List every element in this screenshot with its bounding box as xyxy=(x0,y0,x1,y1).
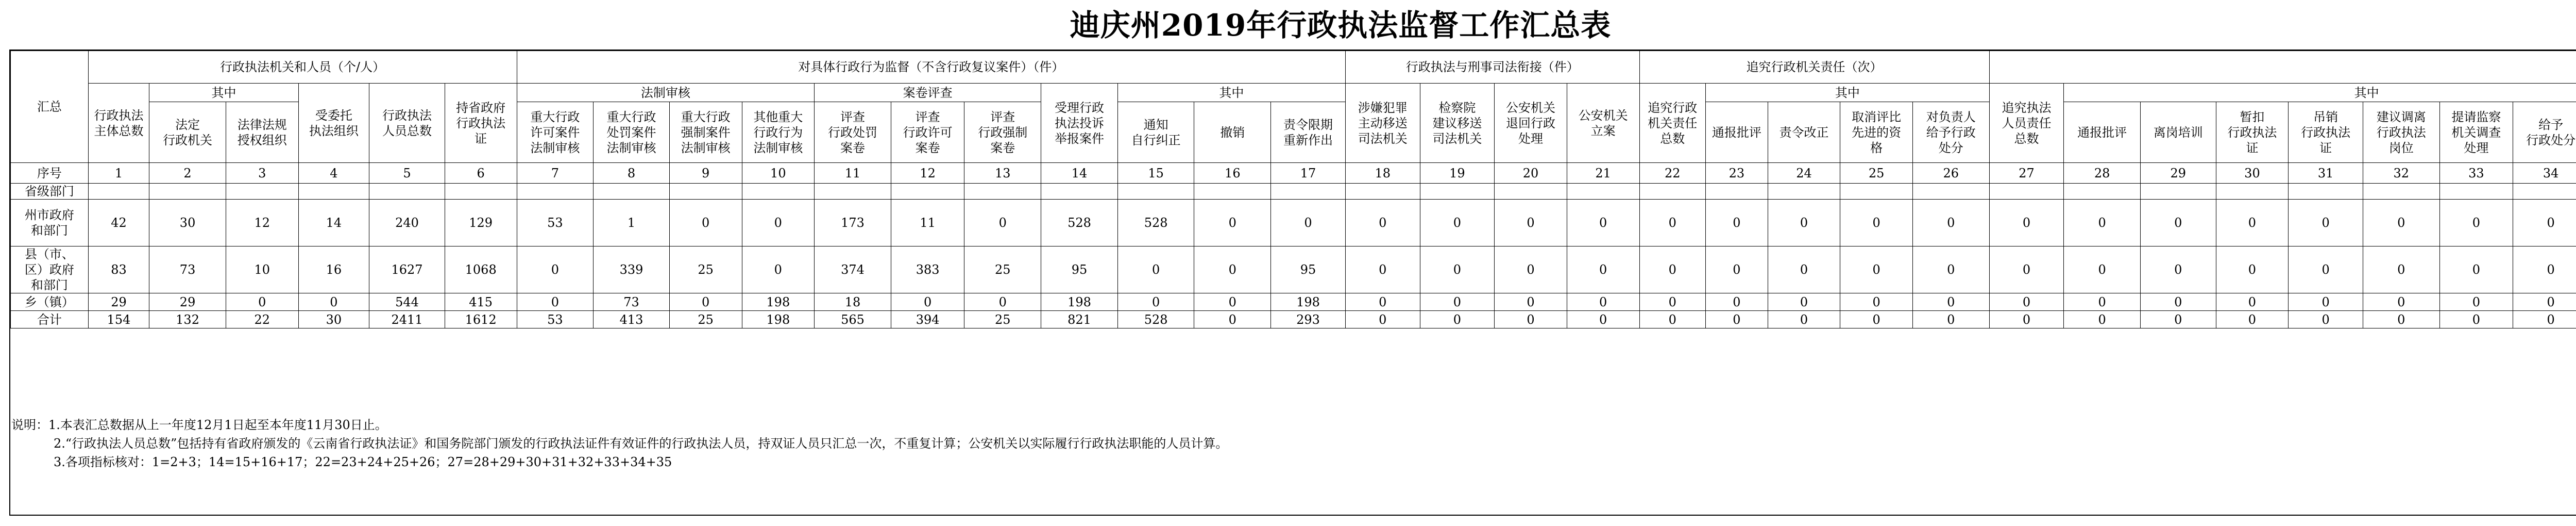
table-cell xyxy=(149,184,226,200)
table-cell xyxy=(891,184,964,200)
column-number: 2 xyxy=(149,163,226,184)
table-cell: 0 xyxy=(1271,200,1346,246)
group-header-criminal-link: 行政执法与刑事司法衔接（件） xyxy=(1345,51,1639,84)
table-cell: 0 xyxy=(1639,200,1706,246)
table-cell: 0 xyxy=(2513,311,2576,328)
table-cell: 0 xyxy=(1117,246,1194,293)
table-cell: 25 xyxy=(964,311,1041,328)
table-cell xyxy=(517,184,594,200)
table-cell: 198 xyxy=(742,293,815,311)
column-number: 33 xyxy=(2439,163,2513,184)
column-number: 31 xyxy=(2289,163,2363,184)
notes xyxy=(10,416,2576,471)
table-cell: 0 xyxy=(2363,293,2439,311)
table-cell: 0 xyxy=(1840,246,1913,293)
table-cell: 0 xyxy=(1706,293,1768,311)
table-cell xyxy=(2064,184,2141,200)
table-cell: 12 xyxy=(226,200,298,246)
table-cell: 0 xyxy=(1989,200,2064,246)
table-cell xyxy=(964,184,1041,200)
report-title: 迪庆州2019年行政执法监督工作汇总表 xyxy=(1070,8,1612,43)
column-number: 1 xyxy=(88,163,149,184)
table-cell: 0 xyxy=(1989,246,2064,293)
row-label: 县（市、 区）政府 和部门 xyxy=(11,246,89,293)
report-sheet xyxy=(9,50,2576,516)
subgroup-header-qizhong: 其中 xyxy=(2064,84,2576,102)
column-header: 通知 自行纠正 xyxy=(1117,102,1194,163)
note-line-2: 2.“行政执法人员总数”包括持有省政府颁发的《云南省行政执法证》和国务院部门颁发的行政执法证件有效证件的行政执法人员，持双证人员只汇总一次，不重复计算；公安机关以实际履行行政执法职能的人员计算。 xyxy=(54,436,1228,451)
table-cell: 53 xyxy=(517,200,594,246)
row-label: 州市政府 和部门 xyxy=(11,200,89,246)
table-cell: 0 xyxy=(2064,246,2141,293)
table-cell: 0 xyxy=(2140,246,2216,293)
table-cell: 0 xyxy=(1420,293,1495,311)
column-header: 公安机关 立案 xyxy=(1567,84,1639,163)
table-cell: 240 xyxy=(369,200,445,246)
column-header: 追究执法 人员责任 总数 xyxy=(1989,84,2064,163)
table-cell: 0 xyxy=(2140,293,2216,311)
table-cell: 565 xyxy=(815,311,891,328)
column-number: 12 xyxy=(891,163,964,184)
column-header: 涉嫌犯罪 主动移送 司法机关 xyxy=(1345,84,1420,163)
table-cell: 0 xyxy=(517,246,594,293)
table-cell: 0 xyxy=(1768,293,1840,311)
table-cell: 0 xyxy=(2064,200,2141,246)
subgroup-header-qizhong: 其中 xyxy=(149,84,298,102)
column-header: 行政执法 人员总数 xyxy=(369,84,445,163)
note-line-3: 3.各项指标核对：1=2+3；14=15+16+17；22=23+24+25+26；27=28+29+30+31+32+33+34+35 xyxy=(54,455,672,469)
table-row xyxy=(11,293,2576,311)
table-cell: 374 xyxy=(815,246,891,293)
table-cell: 0 xyxy=(1639,311,1706,328)
table-cell: 394 xyxy=(891,311,964,328)
table-cell: 10 xyxy=(226,246,298,293)
column-header: 通报批评 xyxy=(1706,102,1768,163)
column-number: 4 xyxy=(298,163,369,184)
table-cell: 0 xyxy=(669,293,742,311)
column-number: 14 xyxy=(1041,163,1118,184)
table-cell: 0 xyxy=(2289,200,2363,246)
table-cell xyxy=(226,184,298,200)
column-header: 法律法规 授权组织 xyxy=(226,102,298,163)
column-number: 3 xyxy=(226,163,298,184)
table-cell: 0 xyxy=(1840,293,1913,311)
group-header-agencies: 行政执法机关和人员（个/人） xyxy=(88,51,517,84)
column-header: 重大行政 强制案件 法制审核 xyxy=(669,102,742,163)
table-cell: 0 xyxy=(2513,200,2576,246)
table-cell: 25 xyxy=(964,246,1041,293)
table-cell: 73 xyxy=(149,246,226,293)
column-number: 29 xyxy=(2140,163,2216,184)
table-cell: 0 xyxy=(1345,246,1420,293)
table-row xyxy=(11,200,2576,246)
table-cell: 0 xyxy=(2140,200,2216,246)
table-cell: 0 xyxy=(1567,311,1639,328)
table-cell: 0 xyxy=(2363,246,2439,293)
column-number: 34 xyxy=(2513,163,2576,184)
row-label: 乡（镇） xyxy=(11,293,89,311)
table-cell: 0 xyxy=(1345,293,1420,311)
table-cell: 0 xyxy=(1989,293,2064,311)
table-cell: 0 xyxy=(1194,200,1271,246)
table-cell: 25 xyxy=(669,311,742,328)
column-header: 给予 行政处分 xyxy=(2513,102,2576,163)
table-cell: 0 xyxy=(1768,311,1840,328)
column-header: 追究行政 机关责任 总数 xyxy=(1639,84,1706,163)
column-header: 责令改正 xyxy=(1768,102,1840,163)
table-cell: 83 xyxy=(88,246,149,293)
table-cell xyxy=(1345,184,1420,200)
table-cell: 129 xyxy=(445,200,517,246)
column-header: 公安机关 退回行政 处理 xyxy=(1495,84,1567,163)
table-cell: 0 xyxy=(2439,246,2513,293)
column-header: 检察院 建议移送 司法机关 xyxy=(1420,84,1495,163)
table-cell: 293 xyxy=(1271,311,1346,328)
column-header: 取消评比 先进的资 格 xyxy=(1840,102,1913,163)
column-number: 16 xyxy=(1194,163,1271,184)
group-header-agency-accountability: 追究行政机关责任（次） xyxy=(1639,51,1989,84)
table-cell: 30 xyxy=(149,200,226,246)
column-header: 建议调离 行政执法 岗位 xyxy=(2363,102,2439,163)
column-header: 行政执法 主体总数 xyxy=(88,84,149,163)
table-cell: 0 xyxy=(1495,246,1567,293)
table-cell: 0 xyxy=(2064,311,2141,328)
table-cell xyxy=(1495,184,1567,200)
column-number: 30 xyxy=(2216,163,2289,184)
subgroup-header-qizhong: 其中 xyxy=(1706,84,1990,102)
column-number: 15 xyxy=(1117,163,1194,184)
column-header: 重大行政 处罚案件 法制审核 xyxy=(594,102,670,163)
row-label: 合计 xyxy=(11,311,89,328)
corner-cell: 汇总 xyxy=(11,51,89,163)
table-cell: 29 xyxy=(88,293,149,311)
table-cell: 415 xyxy=(445,293,517,311)
table-cell xyxy=(88,184,149,200)
table-cell: 0 xyxy=(1639,246,1706,293)
table-cell: 339 xyxy=(594,246,670,293)
column-number: 24 xyxy=(1768,163,1840,184)
table-cell: 132 xyxy=(149,311,226,328)
table-cell: 528 xyxy=(1117,200,1194,246)
column-header: 持省政府 行政执法 证 xyxy=(445,84,517,163)
table-cell xyxy=(445,184,517,200)
table-cell: 0 xyxy=(964,200,1041,246)
table-cell: 0 xyxy=(1567,246,1639,293)
table-cell: 0 xyxy=(1706,200,1768,246)
table-cell: 16 xyxy=(298,246,369,293)
table-cell: 0 xyxy=(742,200,815,246)
column-header: 法定 行政机关 xyxy=(149,102,226,163)
column-number: 11 xyxy=(815,163,891,184)
table-cell xyxy=(2289,184,2363,200)
table-cell: 544 xyxy=(369,293,445,311)
column-number: 13 xyxy=(964,163,1041,184)
table-cell xyxy=(1567,184,1639,200)
column-header: 提请监察 机关调查 处理 xyxy=(2439,102,2513,163)
table-cell: 0 xyxy=(2289,246,2363,293)
column-header: 暂扣 行政执法 证 xyxy=(2216,102,2289,163)
table-cell: 0 xyxy=(1912,293,1989,311)
table-cell: 0 xyxy=(2140,311,2216,328)
subgroup-header-case-review: 案卷评查 xyxy=(815,84,1041,102)
table-cell: 0 xyxy=(1768,246,1840,293)
subgroup-header-legal-review: 法制审核 xyxy=(517,84,815,102)
table-cell: 0 xyxy=(517,293,594,311)
column-number: 8 xyxy=(594,163,670,184)
table-cell xyxy=(594,184,670,200)
table-cell: 95 xyxy=(1271,246,1346,293)
table-cell: 0 xyxy=(1706,311,1768,328)
table-cell xyxy=(369,184,445,200)
table-cell: 0 xyxy=(226,293,298,311)
table-cell: 95 xyxy=(1041,246,1118,293)
table-cell: 1 xyxy=(594,200,670,246)
column-header: 其他重大 行政行为 法制审核 xyxy=(742,102,815,163)
column-number: 17 xyxy=(1271,163,1346,184)
table-cell xyxy=(2140,184,2216,200)
column-number: 22 xyxy=(1639,163,1706,184)
table-cell: 0 xyxy=(2216,311,2289,328)
table-cell: 0 xyxy=(2439,200,2513,246)
table-cell xyxy=(1271,184,1346,200)
column-number: 9 xyxy=(669,163,742,184)
table-cell: 0 xyxy=(2289,293,2363,311)
table-cell: 0 xyxy=(1495,293,1567,311)
group-header-supervision: 对具体行政行为监督（不含行政复议案件）（件） xyxy=(517,51,1345,84)
table-cell: 0 xyxy=(2363,311,2439,328)
column-header: 受委托 执法组织 xyxy=(298,84,369,163)
table-cell: 2411 xyxy=(369,311,445,328)
table-cell: 0 xyxy=(1912,246,1989,293)
table-cell xyxy=(1420,184,1495,200)
column-number: 6 xyxy=(445,163,517,184)
table-cell: 0 xyxy=(1117,293,1194,311)
table-cell: 0 xyxy=(1768,200,1840,246)
table-cell: 0 xyxy=(1567,200,1639,246)
column-header: 离岗培训 xyxy=(2140,102,2216,163)
column-number: 7 xyxy=(517,163,594,184)
column-header: 评查 行政强制 案卷 xyxy=(964,102,1041,163)
column-header: 责令限期 重新作出 xyxy=(1271,102,1346,163)
table-cell: 0 xyxy=(1989,311,2064,328)
row-label: 序号 xyxy=(11,163,89,184)
table-cell: 173 xyxy=(815,200,891,246)
table-cell: 29 xyxy=(149,293,226,311)
table-cell: 0 xyxy=(1420,311,1495,328)
table-cell: 14 xyxy=(298,200,369,246)
column-number: 20 xyxy=(1495,163,1567,184)
table-cell xyxy=(298,184,369,200)
table-cell: 528 xyxy=(1117,311,1194,328)
column-number: 10 xyxy=(742,163,815,184)
table-cell: 0 xyxy=(2289,311,2363,328)
table-cell: 383 xyxy=(891,246,964,293)
column-number: 18 xyxy=(1345,163,1420,184)
table-cell: 198 xyxy=(1271,293,1346,311)
column-header: 评查 行政处罚 案卷 xyxy=(815,102,891,163)
column-header: 通报批评 xyxy=(2064,102,2141,163)
table-cell: 0 xyxy=(1495,200,1567,246)
column-header: 撤销 xyxy=(1194,102,1271,163)
header-row-subgroups xyxy=(11,84,2576,102)
table-cell: 42 xyxy=(88,200,149,246)
table-cell: 821 xyxy=(1041,311,1118,328)
table-cell: 154 xyxy=(88,311,149,328)
table-cell: 0 xyxy=(2216,200,2289,246)
column-number: 26 xyxy=(1912,163,1989,184)
number-row xyxy=(11,163,2576,184)
column-number: 19 xyxy=(1420,163,1495,184)
table-cell: 0 xyxy=(2216,246,2289,293)
column-number: 27 xyxy=(1989,163,2064,184)
table-cell: 0 xyxy=(1639,293,1706,311)
column-number: 28 xyxy=(2064,163,2141,184)
table-cell: 0 xyxy=(1194,246,1271,293)
table-cell: 0 xyxy=(2513,246,2576,293)
table-cell: 0 xyxy=(669,200,742,246)
table-cell: 0 xyxy=(1194,293,1271,311)
table-cell: 0 xyxy=(1420,246,1495,293)
column-header: 重大行政 许可案件 法制审核 xyxy=(517,102,594,163)
table-cell: 30 xyxy=(298,311,369,328)
table-cell: 0 xyxy=(1706,246,1768,293)
table-cell: 1627 xyxy=(369,246,445,293)
table-cell xyxy=(1840,184,1913,200)
table-cell: 0 xyxy=(1567,293,1639,311)
table-cell: 0 xyxy=(1912,311,1989,328)
column-number: 25 xyxy=(1840,163,1913,184)
table-cell: 0 xyxy=(2363,200,2439,246)
table-cell: 0 xyxy=(891,293,964,311)
table-cell xyxy=(815,184,891,200)
header-row-groups xyxy=(11,51,2576,84)
table-cell xyxy=(669,184,742,200)
table-cell: 1612 xyxy=(445,311,517,328)
column-header: 评查 行政许可 案卷 xyxy=(891,102,964,163)
note-line-1: 说明：1.本表汇总数据从上一年度12月1日起至本年度11月30日止。 xyxy=(11,418,387,432)
table-cell: 0 xyxy=(2439,311,2513,328)
table-cell: 0 xyxy=(742,246,815,293)
table-cell: 0 xyxy=(1840,200,1913,246)
table-cell xyxy=(1041,184,1118,200)
table-cell: 0 xyxy=(1840,311,1913,328)
column-number: 21 xyxy=(1567,163,1639,184)
table-cell: 0 xyxy=(2439,293,2513,311)
table-cell: 0 xyxy=(298,293,369,311)
table-cell: 198 xyxy=(1041,293,1118,311)
table-cell: 0 xyxy=(1912,200,1989,246)
table-cell xyxy=(742,184,815,200)
table-cell: 1068 xyxy=(445,246,517,293)
table-cell: 413 xyxy=(594,311,670,328)
table-cell xyxy=(1194,184,1271,200)
table-cell: 0 xyxy=(1495,311,1567,328)
column-number: 23 xyxy=(1706,163,1768,184)
table-cell: 73 xyxy=(594,293,670,311)
column-header: 受理行政 执法投诉 举报案件 xyxy=(1041,84,1118,163)
table-cell: 0 xyxy=(2064,293,2141,311)
table-cell xyxy=(1989,184,2064,200)
table-cell: 0 xyxy=(2513,293,2576,311)
table-cell: 25 xyxy=(669,246,742,293)
table-cell xyxy=(1768,184,1840,200)
table-cell xyxy=(2363,184,2439,200)
table-cell: 22 xyxy=(226,311,298,328)
table-cell: 198 xyxy=(742,311,815,328)
table-cell xyxy=(2216,184,2289,200)
table-cell: 0 xyxy=(1194,311,1271,328)
group-header-staff-accountability xyxy=(1989,51,2576,84)
column-number: 32 xyxy=(2363,163,2439,184)
table-cell: 0 xyxy=(2216,293,2289,311)
column-header: 吊销 行政执法 证 xyxy=(2289,102,2363,163)
table-cell: 0 xyxy=(1345,200,1420,246)
table-row xyxy=(11,184,2576,200)
table-cell xyxy=(2513,184,2576,200)
table-cell: 18 xyxy=(815,293,891,311)
column-header: 对负责人 给予行政 处分 xyxy=(1912,102,1989,163)
row-label: 省级部门 xyxy=(11,184,89,200)
table-cell: 0 xyxy=(964,293,1041,311)
table-cell xyxy=(1117,184,1194,200)
table-row xyxy=(11,311,2576,328)
table-cell: 0 xyxy=(1420,200,1495,246)
table-cell xyxy=(1912,184,1989,200)
table-cell: 53 xyxy=(517,311,594,328)
summary-table xyxy=(10,51,2576,328)
table-row xyxy=(11,246,2576,293)
column-number: 5 xyxy=(369,163,445,184)
table-cell xyxy=(1639,184,1706,200)
subgroup-header-qizhong: 其中 xyxy=(1117,84,1345,102)
table-cell xyxy=(1706,184,1768,200)
table-cell: 0 xyxy=(1345,311,1420,328)
table-cell xyxy=(2439,184,2513,200)
table-cell: 11 xyxy=(891,200,964,246)
table-cell: 528 xyxy=(1041,200,1118,246)
